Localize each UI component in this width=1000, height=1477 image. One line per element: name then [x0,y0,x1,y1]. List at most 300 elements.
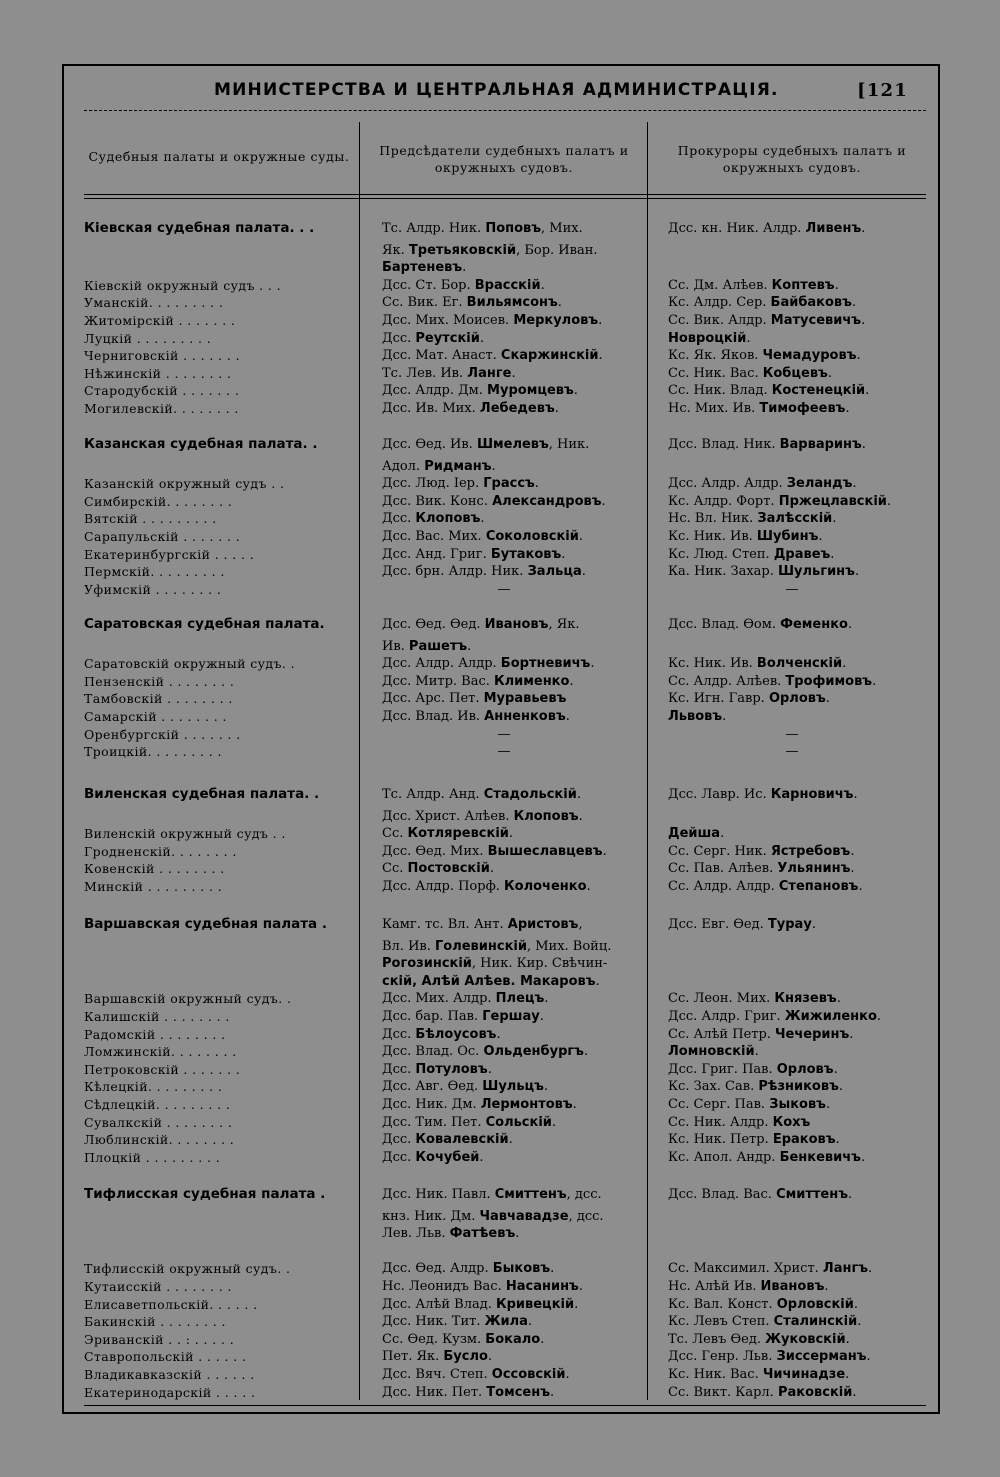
president-entry [382,400,644,417]
surname: Чечеринъ [775,1026,850,1042]
prosecutor-entry [668,655,932,672]
surname: Рогозинскій [382,956,472,972]
president-entry [382,655,644,672]
name-suffix: . [858,879,863,894]
president-entry [382,955,644,972]
rank-initials: Дсс. Влад. Ос. [382,1044,484,1060]
name-suffix: . [467,638,472,654]
surname: Коптевъ [771,277,835,293]
prosecutor-entry [668,843,932,860]
district-court-name [84,955,354,972]
surname: Чавчавадзе [479,1208,569,1224]
prosecutor-entry: — [785,581,799,597]
name-suffix: . [847,617,853,632]
president-entry [382,1331,644,1348]
surname: Александровъ [492,493,602,509]
president-entry: — [497,581,511,597]
prosecutor-entry [668,493,932,510]
district-court-name: Сарапульскій . . . . . . . [84,529,241,544]
district-court-name [84,1243,354,1260]
name-suffix: , дсс. [568,1208,604,1224]
district-court-name: Казанскій окружный судъ . . [84,476,285,492]
surname: Шульцъ [482,1079,544,1095]
prosecutor-entry [668,1296,932,1313]
district-court-name: Троицкій. . . . . . . . . [84,744,222,760]
rank-initials: Сс. Дм. Алѣев. [668,277,772,293]
surname: Рѣзниковъ [758,1079,839,1095]
name-suffix: . [572,1097,577,1112]
surname: Трофимовъ [785,673,873,689]
rank-initials: Кс. Ник. Вас. [668,1367,763,1382]
prosecutor-entry [668,808,932,825]
name-suffix: . [827,365,832,381]
prosecutor-entry [668,673,932,690]
rank-initials: Дсс. Вик. Конс. [382,493,493,509]
president-entry: — [497,744,511,760]
name-suffix: . [561,546,566,562]
surname: Новроцкій [668,330,747,346]
surname: Лермонтовъ [480,1097,573,1112]
name-suffix: . [850,861,855,877]
district-court-name: Тамбовскій . . . . . . . . [84,691,233,707]
name-suffix: . [853,1296,859,1312]
district-court-name: Екатеринодарскій . . . . . [84,1384,256,1400]
prosecutor-entry [668,616,932,633]
name-suffix: . [861,313,866,328]
name-suffix: . [854,564,860,580]
name-suffix: . [868,1261,873,1277]
president-entry [382,690,644,707]
president-entry [382,546,644,563]
rank-initials: Дсс. Мих. Алдр. [382,991,496,1007]
rank-initials: Сс. Вик. Алдр. [668,313,771,328]
rank-initials: Дсс. Мат. Анаст. [382,348,501,364]
name-suffix: . [872,673,877,689]
rank-initials: Сс. [382,826,408,842]
president-entry [382,1043,644,1060]
chamber-name: Кіевская судебная палата. . . [84,220,315,236]
name-suffix: . [834,277,839,293]
president-entry [382,843,644,860]
surname: Плецъ [495,991,545,1007]
surname: Шубинъ [756,529,819,544]
surname: Бусло [443,1349,488,1365]
district-court-name [84,638,354,655]
surname: Раковскій [777,1384,853,1400]
chamber-name: Тифлисская судебная палата . [84,1186,326,1202]
rank-initials: Ка. Ник. Захар. [668,564,778,580]
rank-initials: Сс. Ник. Вас. [668,365,763,381]
name-suffix: . [583,1044,589,1060]
name-suffix: . [845,1331,850,1347]
prosecutor-entry [668,1061,932,1078]
name-suffix: . [576,787,581,802]
prosecutor-entry [668,1096,932,1113]
rank-initials: Дсс. [382,1132,416,1148]
rank-initials: Тс. Алдр. Ник. [382,221,486,236]
rank-initials: Сс. Алѣй Петр. [668,1026,776,1042]
surname: Ливенъ [805,221,862,236]
district-court-name: Эриванскій . . : . . . . . [84,1331,235,1347]
rank-initials: Тс. Левъ Ѳед. [668,1331,766,1347]
rank-initials: Сс. Алдр. Алдр. [668,879,779,894]
rank-initials: Дсс. Ѳед. Ив. [382,437,477,452]
prosecutor-entry [668,1331,932,1348]
president-entry [382,1078,644,1095]
name-suffix: . [491,458,496,474]
surname: Томсенъ [486,1384,550,1400]
name-suffix: , дсс. [566,1187,602,1202]
name-suffix: . [754,1044,759,1060]
district-court-name: Калишскій . . . . . . . . [84,1009,230,1024]
surname: Быковъ [492,1261,551,1277]
president-entry [382,860,644,877]
rank-initials: Дсс. Арс. Пет. [382,691,484,707]
prosecutor-entry [668,690,932,707]
district-court-name: Елисаветпольскій. . . . . . [84,1296,258,1312]
district-court-name: Кіевскій окружный судъ . . . [84,277,282,293]
rank-initials: Дсс. [382,330,416,346]
prosecutor-entry [668,382,932,399]
name-suffix: . [861,221,866,236]
rank-initials: Як. [382,242,409,258]
surname: Зиссерманъ [776,1349,867,1365]
rank-initials: Кс. Вал. Конст. [668,1296,777,1312]
rank-initials: Сс. Ник. Алдр. [668,1114,773,1130]
name-suffix: . [480,511,485,527]
surname: Лангъ [822,1261,869,1277]
rank-initials: Дсс. Люд. Іер. [382,476,484,492]
president-entry [382,938,644,955]
name-suffix: . [487,1349,493,1365]
prosecutor-entry [668,878,932,895]
name-suffix: . [487,1061,492,1077]
prosecutor-entry [668,1186,932,1203]
prosecutor-entry [668,436,932,453]
prosecutor-entry [668,400,932,417]
prosecutor-entry [668,347,932,364]
prosecutor-entry [668,1243,932,1260]
rank-initials: Дсс. Евг. Ѳед. [668,917,768,932]
rank-initials: Тс. Алдр. Анд. [382,787,484,802]
name-suffix: . [857,1314,862,1330]
president-entry [382,1026,644,1043]
surname: Кобцевъ [762,365,828,381]
surname: Насанинъ [505,1279,579,1294]
surname: Потуловъ [415,1061,488,1077]
rank-initials: Дсс. Ник. Павл. [382,1187,495,1202]
rank-initials: Пет. Як. [382,1349,444,1365]
president-entry [382,277,644,294]
president-entry [382,1278,644,1295]
surname: Поповъ [485,221,542,236]
district-court-name: Радомскій . . . . . . . . [84,1026,226,1042]
president-entry [382,1296,644,1313]
rank-initials: Кс. Зах. Сав. [668,1079,759,1095]
rank-initials: Кс. Як. Яков. [668,348,763,364]
district-court-name: Ставропольскій . . . . . . [84,1349,247,1365]
surname: Рашетъ [408,638,468,654]
prosecutor-entry [668,330,932,347]
prosecutor-entry: — [785,744,799,760]
president-entry: — [497,726,511,742]
rank-initials: Дсс. Христ. Алѣев. [382,808,514,824]
surname: Реутскій [415,330,480,346]
surname: Муромцевъ [487,383,574,399]
district-court-name: Кѣлецкій. . . . . . . . . [84,1079,223,1095]
name-suffix: , Мих. [541,221,583,236]
district-court-name [84,973,354,990]
surname: Ланге [467,365,512,381]
name-suffix: . [508,826,514,842]
rank-initials: Дсс. [382,1149,416,1165]
surname: Жила [484,1314,528,1330]
rank-initials: Дсс. Ив. Мих. [382,401,480,416]
president-entry [382,493,644,510]
name-suffix: , Ник. Кир. Свѣчин- [471,956,608,972]
district-court-name [84,808,354,825]
rank-initials: Дсс. [382,1026,416,1042]
surname: Зальца [527,564,582,580]
prosecutor-entry [668,259,932,276]
surname: Скаржинскій [500,348,599,364]
surname: Ястребовъ [770,843,851,859]
name-suffix: . [720,826,725,842]
name-suffix: . [825,691,830,707]
president-entry [382,1225,644,1242]
prosecutor-entry [668,1366,932,1383]
district-court-name: Сувалкскій . . . . . . . . [84,1114,233,1130]
rank-initials: Вл. Ив. [382,938,435,954]
prosecutor-entry [668,938,932,955]
rank-initials: Дсс. Тим. Пет. [382,1114,486,1130]
surname: Третьяковскій [408,242,517,258]
name-suffix: . [551,1114,557,1130]
district-court-name: Бакинскій . . . . . . . . [84,1314,226,1330]
district-court-name: Оренбургскій . . . . . . . [84,726,241,742]
surname: Ивановъ [760,1279,825,1294]
bottom-rule [84,1405,926,1406]
district-court-name: Симбирскій. . . . . . . . [84,493,233,509]
name-suffix: . [833,1061,838,1077]
name-suffix: . [534,476,539,492]
rank-initials: Дсс. Влад. Ник. [668,437,780,452]
name-suffix: . [569,673,574,689]
rank-initials: Кс. Ник. Ив. [668,529,757,544]
surname: Грассъ [483,476,535,492]
prosecutor-entry [668,860,932,877]
column-heading-prosecutors: Прокуроры судебныхъ палатъ и окружныхъ судовъ. [677,143,907,175]
president-entry [382,458,644,475]
rank-initials: Сс. Викт. Карл. [668,1384,778,1400]
rank-initials: Лев. Льв. [382,1226,450,1242]
surname: Кохъ [772,1114,811,1130]
name-suffix: . [565,1367,570,1382]
surname: Сольскій [485,1114,552,1130]
rank-initials: Сс. Ник. Влад. [668,383,772,399]
name-suffix: , Мих. Войц. [526,938,612,954]
prosecutor-entry [668,708,932,725]
surname: Фатѣевъ [449,1226,516,1242]
district-court-name [84,1208,354,1225]
president-entry [382,259,644,276]
rank-initials: Дсс. Генр. Льв. [668,1349,777,1365]
surname: Шмелевъ [476,437,549,452]
president-entry [382,365,644,382]
surname: Муравьевъ [483,691,567,707]
name-suffix: . [811,917,816,932]
surname: Степановъ [778,879,859,894]
prosecutor-entry [668,1313,932,1330]
surname: Варваринъ [779,437,862,452]
president-entry [382,825,644,842]
rank-initials: Кс. Ник. Петр. [668,1132,773,1148]
president-entry [382,708,644,725]
prosecutor-entry [668,990,932,1007]
surname: Костенецкій [771,383,866,399]
name-suffix: . [479,330,484,346]
rank-initials: Кс. Алдр. Форт. [668,493,779,509]
name-suffix: . [543,1079,549,1095]
rank-initials: Дсс. [382,1061,416,1077]
president-entry [382,973,644,990]
surname: Байбаковъ [770,295,852,311]
president-entry [382,294,644,311]
surname: Ивановъ [484,617,549,632]
surname: Карновичъ [770,787,854,802]
prosecutor-entry [668,1208,932,1225]
name-suffix: , [578,917,583,932]
name-suffix: . [836,991,841,1007]
district-court-name: Плоцкій . . . . . . . . . [84,1149,221,1165]
district-court-name: Уманскій. . . . . . . . . [84,295,224,311]
president-entry [382,1008,644,1025]
rank-initials: Кс. Апол. Андр. [668,1149,780,1165]
president-entry [382,808,644,825]
president-entry [382,1096,644,1113]
rank-initials: Кс. Игн. Гавр. [668,691,769,707]
header-rule [84,110,926,111]
district-court-name: Сѣдлецкій. . . . . . . . . [84,1097,231,1112]
rank-initials: Дсс. Ник. Тит. [382,1314,485,1330]
surname: Зеландъ [786,476,853,492]
district-court-name: Уфимскій . . . . . . . . [84,581,222,597]
president-entry [382,330,644,347]
name-suffix: . [515,1226,520,1242]
rank-initials: Дсс. Вас. Мих. [382,529,486,544]
president-entry [382,1348,644,1365]
surname: Орловскій [776,1296,854,1312]
name-suffix: . [590,656,595,672]
name-suffix: . [852,476,857,492]
name-suffix: . [496,1026,501,1042]
surname: Турау [767,917,812,932]
prosecutor-entry [668,475,932,492]
rank-initials: Кс. Ник. Ив. [668,656,757,672]
name-suffix: . [866,1349,871,1365]
surname: Львовъ [668,709,723,724]
surname: Ульянинъ [777,861,851,877]
prosecutor-entry [668,546,932,563]
name-suffix: . [598,348,603,364]
president-entry [382,638,644,655]
name-suffix: . [574,1296,579,1312]
rank-initials: Сс. Пав. Алѣев. [668,861,778,877]
rank-initials: Дсс. Ѳед. Ѳед. [382,617,485,632]
prosecutor-entry [668,1078,932,1095]
name-suffix: . [586,879,591,894]
president-entry [382,436,644,453]
name-suffix: . [565,709,570,724]
document-page [62,64,940,1414]
surname: Голевинскій [435,938,527,954]
surname: Ридманъ [424,458,492,474]
surname: Оссовскій [491,1367,566,1382]
rank-initials: Дсс. Авг. Ѳед. [382,1079,483,1095]
president-entry [382,786,644,803]
surname: Меркуловъ [513,313,599,328]
name-suffix: . [489,861,494,877]
surname: Тимофеевъ [759,401,846,416]
district-court-name: Ломжинскій. . . . . . . . [84,1044,237,1060]
president-entry [382,1260,644,1277]
rank-initials: Кс. Левъ Степ. [668,1314,774,1330]
rank-initials: Дсс. Ник. Дм. [382,1097,481,1112]
prosecutor-entry: — [785,726,799,742]
rank-initials: Адол. [382,458,425,474]
district-court-name: Вятскій . . . . . . . . . [84,511,217,527]
name-suffix: . [511,365,516,381]
president-entry [382,382,644,399]
rank-initials: Сс. Алдр. Алѣев. [668,673,786,689]
rank-initials: Кс. Люд. Степ. [668,546,774,562]
district-court-name: Гродненскій. . . . . . . . [84,843,237,859]
district-court-name [84,259,354,276]
district-court-name: Петроковскій . . . . . . . [84,1061,241,1077]
name-suffix: . [842,656,847,672]
prosecutor-entry [668,1149,932,1166]
president-entry [382,220,644,237]
surname: Клименко [494,673,570,689]
name-suffix: . [578,529,583,544]
prosecutor-entry [668,786,932,803]
name-suffix: . [852,1384,857,1400]
surname: скій, Алѣй Алѣев. Макаровъ [382,973,596,989]
district-court-name: Люблинскій. . . . . . . . [84,1132,235,1148]
surname: Феменко [780,617,848,632]
president-entry [382,616,644,633]
district-court-name: Саратовскій окружный судъ. . [84,656,295,672]
district-court-name: Нѣжинскій . . . . . . . . [84,365,232,381]
surname: Соколовскій [485,529,579,544]
rank-initials: Дсс. кн. Ник. Алдр. [668,221,806,236]
district-court-name: Минскій . . . . . . . . . [84,879,223,894]
name-suffix: . [539,1009,544,1024]
prosecutor-entry [668,955,932,972]
name-suffix: . [835,1132,840,1148]
name-suffix: . [601,493,606,509]
prosecutor-entry [668,1260,932,1277]
district-court-name [84,458,354,475]
chamber-name: Саратовская судебная палата. [84,616,325,632]
rank-initials: Дсс. Ѳед. Мих. [382,843,488,859]
prosecutor-entry [668,563,932,580]
rank-initials: Дсс. Мих. Моисев. [382,313,514,328]
name-suffix: . [860,1149,866,1165]
name-suffix: . [849,1026,854,1042]
rank-initials: Дсс. Анд. Григ. [382,546,491,562]
district-court-name: Владикавказскій . . . . . . [84,1367,255,1382]
